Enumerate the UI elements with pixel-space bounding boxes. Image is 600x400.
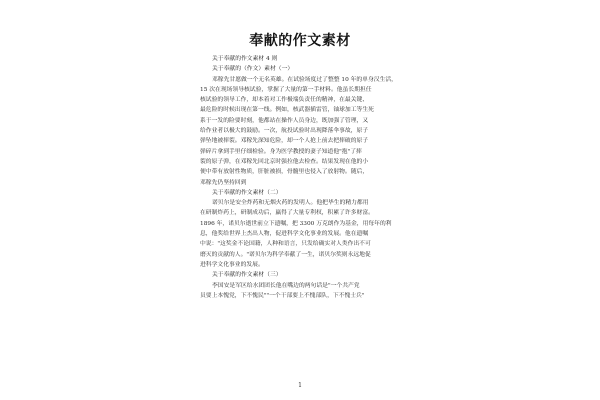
paragraph-line: 息，他奖给世界上杰出人物，促进科学文化事业的发展。他在遗嘱 [200,231,369,238]
section-heading: 关于奉献的作文素材（三） [212,272,282,279]
section-heading: 关于奉献的作文素材 4 则 [212,56,278,62]
paragraph-line: 便中带有放射性物质，肝脏被损，骨髓里也侵入了放射物。随后， [200,169,369,176]
paragraph-line: 裂的原子弹，在邓稼先回北京时强拉他去检查。结果发现在他的小 [200,158,369,165]
paragraph-line: 进科学文化事业的发展。 [200,261,264,268]
document-body [200,54,400,301]
paragraph-line: 在研制炸药上，研制成功后，赢得了大量专利权，积累了许多财富。 [200,210,374,217]
paragraph-line: 给作业者以极大的鼓励。一次，航投试验时出现降落伞事故，原子 [200,128,369,135]
paragraph-line: 中说："这奖金不论国籍，人种和语言，只发给确实对人类作出不可 [200,241,371,248]
section-heading: 关于奉献的作文素材（二） [212,189,282,196]
paragraph-line: 15 次在现场领导核试验，掌握了大量的第一手材料。他虽长期担任 [200,86,372,93]
paragraph-line: 最危险的时候出现在第一线。例如，核武器插雷管，铀球加工等生死 [200,107,374,114]
paragraph-line: 弹坠地被摔裂。邓稼先深知危险，却一个人抢上前去把摔破的原子 [200,138,369,145]
document-title: 奉献的作文素材 [249,33,351,49]
paragraph-line: 邓稼先甘愿做一个无名英雄。在试验场度过了整整 10 年的单身汉生活， [212,76,397,83]
paragraph-line: 弹碎片拿到手里仔细检验。身为医学教授的妻子知道他"抱"了摔 [200,148,362,155]
paragraph-line: 系于一发的险要时刻，他都站在操作人员身边，既加强了管理，又 [200,117,369,124]
paragraph-line: 诺贝尔是安全炸药和无烟火药的发明人。他把毕生的精力都用 [212,200,369,207]
paragraph-line: 邓稼先仍坚持回到 [200,179,247,186]
section-heading: 关于奉献的（作文）素材（一） [212,66,294,73]
paragraph-line: 磨灭的贡献的人。"诺贝尔为科学奉献了一生，诺贝尔奖则永远地促 [200,251,371,258]
paragraph-line: 1896 年，诺贝尔逝世前立下遗嘱，把 3300 万克朗作为基金，用每年的利 [200,220,392,227]
paragraph-line: 李国安是军区给水团团长他在嘴边的两句话是"一个共产党 [212,282,360,289]
paragraph-line: 员要上本愧党，下不愧民""一个干部要上不愧部队，下不愧士兵" [200,292,365,299]
page-number: 1 [298,382,302,389]
paragraph-line: 核试验的领导工作，却本着对工作极端负责任的精神，在最关键、 [200,97,369,104]
